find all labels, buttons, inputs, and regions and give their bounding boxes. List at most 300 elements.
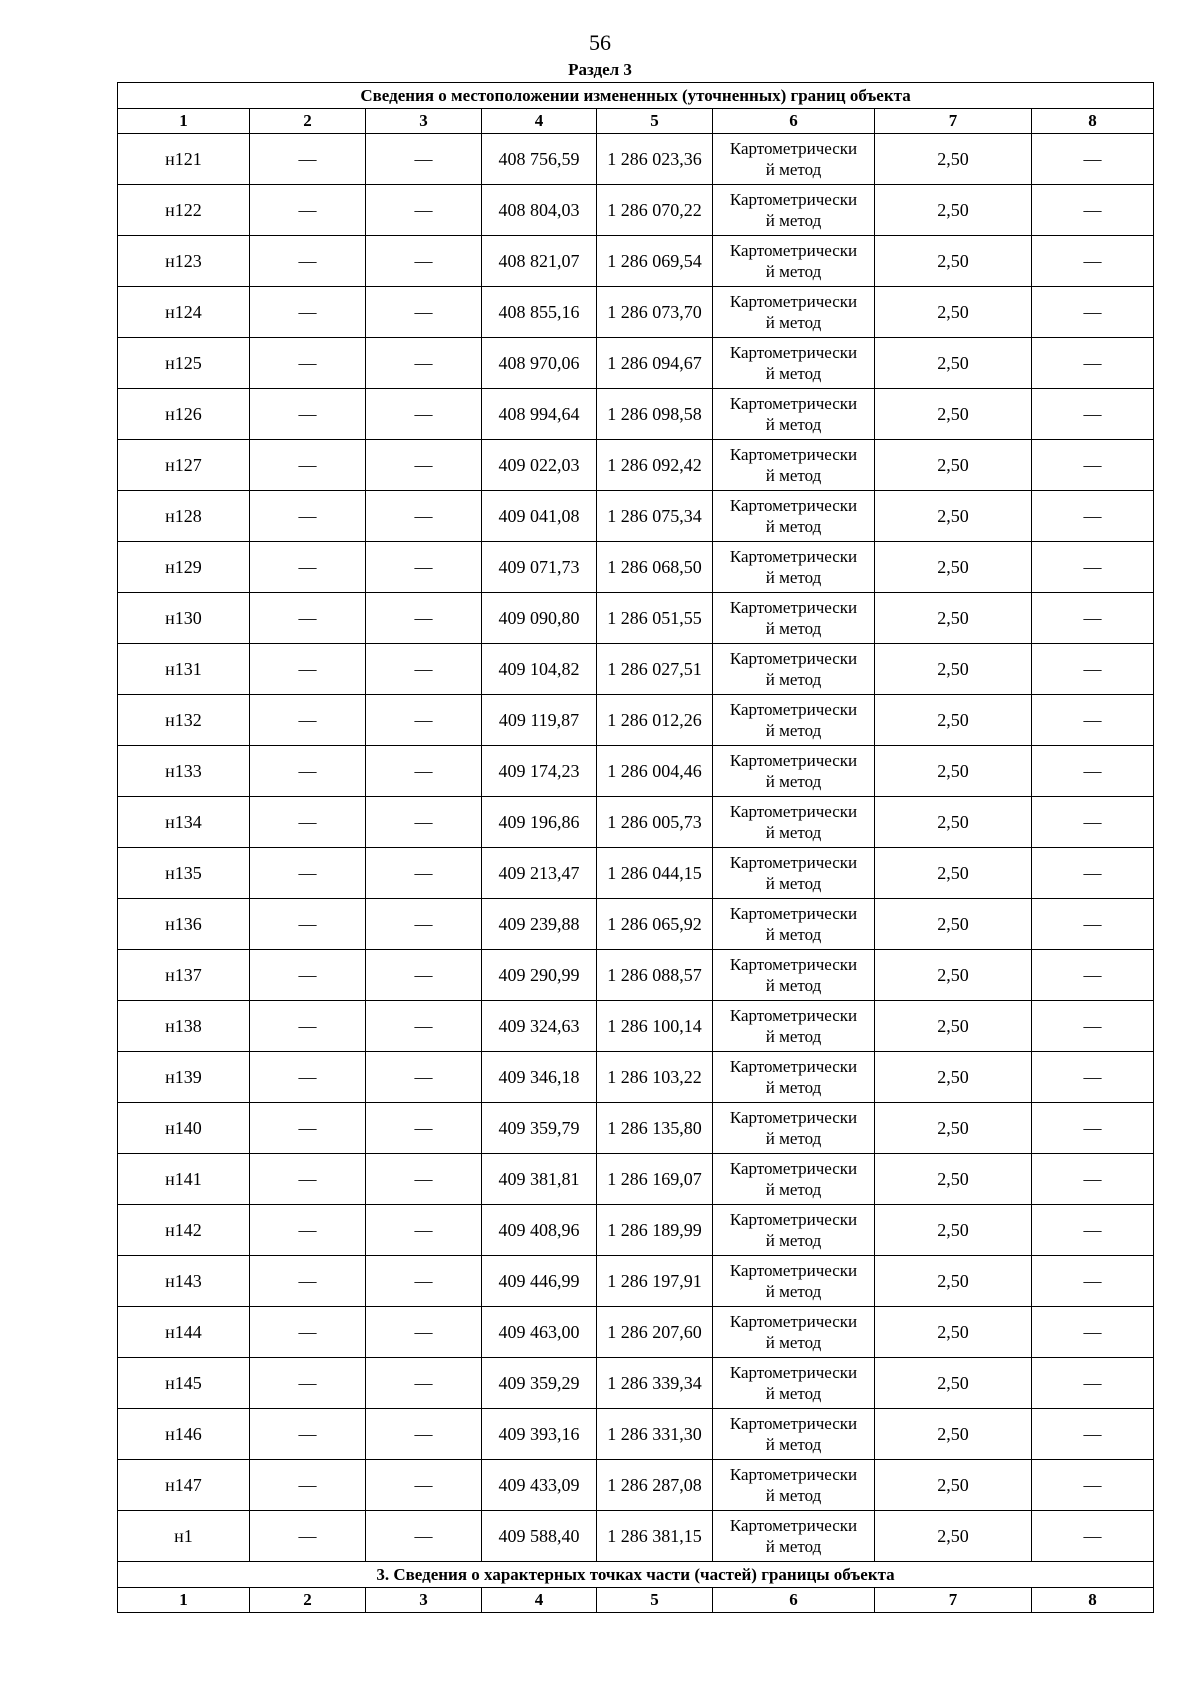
table-row xyxy=(118,950,1154,1001)
column-3-value: — xyxy=(366,389,482,440)
method-line-1: Картометрически xyxy=(729,394,858,413)
column-number: 7 xyxy=(875,109,1032,134)
column-number-row xyxy=(118,109,1154,134)
x-coordinate: 409 359,79 xyxy=(482,1103,597,1154)
point-number: н136 xyxy=(118,899,250,950)
column-8-value: — xyxy=(1032,440,1154,491)
table-row xyxy=(118,1205,1154,1256)
method-line-2: й метод xyxy=(765,772,822,791)
y-coordinate: 1 286 065,92 xyxy=(597,899,713,950)
table-row xyxy=(118,1052,1154,1103)
column-2-value: — xyxy=(250,389,366,440)
method-cell xyxy=(713,389,875,440)
column-3-value: — xyxy=(366,848,482,899)
method-cell xyxy=(713,1154,875,1205)
method-cell xyxy=(713,746,875,797)
method-line-2: й метод xyxy=(765,364,822,383)
column-3-value: — xyxy=(366,236,482,287)
accuracy-value: 2,50 xyxy=(875,593,1032,644)
method-line-1: Картометрически xyxy=(729,904,858,923)
accuracy-value: 2,50 xyxy=(875,695,1032,746)
method-cell xyxy=(713,1307,875,1358)
column-8-value: — xyxy=(1032,287,1154,338)
method-line-1: Картометрически xyxy=(729,598,858,617)
point-number: н121 xyxy=(118,134,250,185)
column-3-value: — xyxy=(366,1307,482,1358)
column-3-value: — xyxy=(366,1154,482,1205)
x-coordinate: 409 433,09 xyxy=(482,1460,597,1511)
method-line-1: Картометрически xyxy=(729,241,858,260)
table-row xyxy=(118,1154,1154,1205)
point-number: н129 xyxy=(118,542,250,593)
accuracy-value: 2,50 xyxy=(875,797,1032,848)
accuracy-value: 2,50 xyxy=(875,1511,1032,1562)
method-line-1: Картометрически xyxy=(729,190,858,209)
column-number: 3 xyxy=(366,109,482,134)
column-8-value: — xyxy=(1032,1409,1154,1460)
point-number: н145 xyxy=(118,1358,250,1409)
method-line-2: й метод xyxy=(765,415,822,434)
method-cell xyxy=(713,134,875,185)
x-coordinate: 409 090,80 xyxy=(482,593,597,644)
point-number: н123 xyxy=(118,236,250,287)
column-8-value: — xyxy=(1032,1256,1154,1307)
column-3-value: — xyxy=(366,1205,482,1256)
x-coordinate: 409 324,63 xyxy=(482,1001,597,1052)
column-8-value: — xyxy=(1032,1205,1154,1256)
x-coordinate: 409 196,86 xyxy=(482,797,597,848)
x-coordinate: 409 463,00 xyxy=(482,1307,597,1358)
y-coordinate: 1 286 381,15 xyxy=(597,1511,713,1562)
column-2-value: — xyxy=(250,797,366,848)
subsection-column-number-row xyxy=(118,1588,1154,1613)
column-8-value: — xyxy=(1032,1511,1154,1562)
column-2-value: — xyxy=(250,746,366,797)
column-8-value: — xyxy=(1032,134,1154,185)
method-line-2: й метод xyxy=(765,1384,822,1403)
column-2-value: — xyxy=(250,1511,366,1562)
accuracy-value: 2,50 xyxy=(875,1460,1032,1511)
method-cell xyxy=(713,899,875,950)
method-line-2: й метод xyxy=(765,1180,822,1199)
point-number: н124 xyxy=(118,287,250,338)
accuracy-value: 2,50 xyxy=(875,389,1032,440)
x-coordinate: 409 071,73 xyxy=(482,542,597,593)
column-8-value: — xyxy=(1032,644,1154,695)
x-coordinate: 409 446,99 xyxy=(482,1256,597,1307)
method-line-1: Картометрически xyxy=(729,445,858,464)
point-number: н128 xyxy=(118,491,250,542)
method-line-1: Картометрически xyxy=(729,1261,858,1280)
method-line-1: Картометрически xyxy=(729,802,858,821)
accuracy-value: 2,50 xyxy=(875,134,1032,185)
table-row xyxy=(118,1511,1154,1562)
column-number: 8 xyxy=(1032,109,1154,134)
method-cell xyxy=(713,338,875,389)
y-coordinate: 1 286 207,60 xyxy=(597,1307,713,1358)
point-number: н134 xyxy=(118,797,250,848)
y-coordinate: 1 286 169,07 xyxy=(597,1154,713,1205)
column-3-value: — xyxy=(366,185,482,236)
accuracy-value: 2,50 xyxy=(875,1052,1032,1103)
column-2-value: — xyxy=(250,950,366,1001)
y-coordinate: 1 286 073,70 xyxy=(597,287,713,338)
column-number: 2 xyxy=(250,1588,366,1613)
column-8-value: — xyxy=(1032,593,1154,644)
table-row xyxy=(118,491,1154,542)
column-2-value: — xyxy=(250,236,366,287)
column-3-value: — xyxy=(366,1409,482,1460)
table-row xyxy=(118,593,1154,644)
method-cell xyxy=(713,287,875,338)
method-line-2: й метод xyxy=(765,619,822,638)
column-2-value: — xyxy=(250,1103,366,1154)
method-cell xyxy=(713,185,875,236)
column-8-value: — xyxy=(1032,746,1154,797)
column-8-value: — xyxy=(1032,236,1154,287)
x-coordinate: 409 239,88 xyxy=(482,899,597,950)
method-line-2: й метод xyxy=(765,1282,822,1301)
table-row xyxy=(118,236,1154,287)
point-number: н147 xyxy=(118,1460,250,1511)
y-coordinate: 1 286 098,58 xyxy=(597,389,713,440)
method-line-1: Картометрически xyxy=(729,1414,858,1433)
accuracy-value: 2,50 xyxy=(875,1358,1032,1409)
method-cell xyxy=(713,1103,875,1154)
method-cell xyxy=(713,1511,875,1562)
column-number: 1 xyxy=(118,109,250,134)
column-3-value: — xyxy=(366,1256,482,1307)
accuracy-value: 2,50 xyxy=(875,185,1032,236)
x-coordinate: 408 756,59 xyxy=(482,134,597,185)
method-line-1: Картометрически xyxy=(729,700,858,719)
table-row xyxy=(118,338,1154,389)
y-coordinate: 1 286 287,08 xyxy=(597,1460,713,1511)
accuracy-value: 2,50 xyxy=(875,338,1032,389)
method-line-2: й метод xyxy=(765,1537,822,1556)
table-row xyxy=(118,1358,1154,1409)
method-line-2: й метод xyxy=(765,1129,822,1148)
x-coordinate: 409 381,81 xyxy=(482,1154,597,1205)
accuracy-value: 2,50 xyxy=(875,1409,1032,1460)
column-8-value: — xyxy=(1032,1358,1154,1409)
accuracy-value: 2,50 xyxy=(875,1256,1032,1307)
column-number: 4 xyxy=(482,109,597,134)
column-8-value: — xyxy=(1032,491,1154,542)
y-coordinate: 1 286 023,36 xyxy=(597,134,713,185)
table-row xyxy=(118,1001,1154,1052)
point-number: н131 xyxy=(118,644,250,695)
y-coordinate: 1 286 051,55 xyxy=(597,593,713,644)
table-title-row xyxy=(118,83,1154,109)
table-row xyxy=(118,1103,1154,1154)
x-coordinate: 409 588,40 xyxy=(482,1511,597,1562)
accuracy-value: 2,50 xyxy=(875,236,1032,287)
method-cell xyxy=(713,236,875,287)
page-number: 56 xyxy=(589,30,611,55)
column-number: 5 xyxy=(597,1588,713,1613)
method-line-1: Картометрически xyxy=(729,649,858,668)
column-3-value: — xyxy=(366,542,482,593)
method-line-2: й метод xyxy=(765,1231,822,1250)
point-number: н122 xyxy=(118,185,250,236)
table-row xyxy=(118,797,1154,848)
accuracy-value: 2,50 xyxy=(875,1307,1032,1358)
column-number: 6 xyxy=(713,1588,875,1613)
column-3-value: — xyxy=(366,644,482,695)
method-cell xyxy=(713,542,875,593)
method-line-2: й метод xyxy=(765,160,822,179)
accuracy-value: 2,50 xyxy=(875,848,1032,899)
x-coordinate: 409 104,82 xyxy=(482,644,597,695)
y-coordinate: 1 286 004,46 xyxy=(597,746,713,797)
table-row xyxy=(118,542,1154,593)
table-row xyxy=(118,644,1154,695)
point-number: н133 xyxy=(118,746,250,797)
coordinates-table xyxy=(117,82,1154,1613)
method-line-1: Картометрически xyxy=(729,292,858,311)
method-line-2: й метод xyxy=(765,925,822,944)
method-line-2: й метод xyxy=(765,466,822,485)
column-2-value: — xyxy=(250,1154,366,1205)
table-row xyxy=(118,287,1154,338)
x-coordinate: 408 855,16 xyxy=(482,287,597,338)
method-line-1: Картометрически xyxy=(729,1108,858,1127)
point-number: н146 xyxy=(118,1409,250,1460)
method-line-1: Картометрически xyxy=(729,1159,858,1178)
method-line-2: й метод xyxy=(765,670,822,689)
table-row xyxy=(118,440,1154,491)
column-2-value: — xyxy=(250,593,366,644)
method-line-2: й метод xyxy=(765,976,822,995)
method-line-2: й метод xyxy=(765,262,822,281)
y-coordinate: 1 286 044,15 xyxy=(597,848,713,899)
method-cell xyxy=(713,1460,875,1511)
subsection-title: 3. Сведения о характерных точках части (частей) границы объекта xyxy=(118,1562,1154,1588)
accuracy-value: 2,50 xyxy=(875,1001,1032,1052)
y-coordinate: 1 286 075,34 xyxy=(597,491,713,542)
column-2-value: — xyxy=(250,695,366,746)
table-row xyxy=(118,1256,1154,1307)
accuracy-value: 2,50 xyxy=(875,899,1032,950)
column-3-value: — xyxy=(366,1358,482,1409)
method-cell xyxy=(713,848,875,899)
column-8-value: — xyxy=(1032,695,1154,746)
x-coordinate: 409 213,47 xyxy=(482,848,597,899)
y-coordinate: 1 286 339,34 xyxy=(597,1358,713,1409)
point-number: н1 xyxy=(118,1511,250,1562)
x-coordinate: 409 408,96 xyxy=(482,1205,597,1256)
column-number: 2 xyxy=(250,109,366,134)
x-coordinate: 409 359,29 xyxy=(482,1358,597,1409)
y-coordinate: 1 286 094,67 xyxy=(597,338,713,389)
x-coordinate: 409 290,99 xyxy=(482,950,597,1001)
column-8-value: — xyxy=(1032,338,1154,389)
method-line-1: Картометрически xyxy=(729,1057,858,1076)
method-cell xyxy=(713,491,875,542)
column-2-value: — xyxy=(250,1256,366,1307)
method-line-2: й метод xyxy=(765,1486,822,1505)
x-coordinate: 409 174,23 xyxy=(482,746,597,797)
accuracy-value: 2,50 xyxy=(875,440,1032,491)
column-8-value: — xyxy=(1032,1154,1154,1205)
method-cell xyxy=(713,644,875,695)
point-number: н127 xyxy=(118,440,250,491)
method-line-1: Картометрически xyxy=(729,853,858,872)
method-line-1: Картометрически xyxy=(729,496,858,515)
method-cell xyxy=(713,1001,875,1052)
method-cell xyxy=(713,1358,875,1409)
column-8-value: — xyxy=(1032,1307,1154,1358)
method-line-1: Картометрически xyxy=(729,955,858,974)
table-row xyxy=(118,1460,1154,1511)
table-row xyxy=(118,1307,1154,1358)
column-3-value: — xyxy=(366,440,482,491)
column-3-value: — xyxy=(366,1052,482,1103)
y-coordinate: 1 286 135,80 xyxy=(597,1103,713,1154)
y-coordinate: 1 286 088,57 xyxy=(597,950,713,1001)
point-number: н138 xyxy=(118,1001,250,1052)
method-line-1: Картометрически xyxy=(729,751,858,770)
accuracy-value: 2,50 xyxy=(875,746,1032,797)
method-cell xyxy=(713,950,875,1001)
method-line-2: й метод xyxy=(765,1078,822,1097)
column-number: 5 xyxy=(597,109,713,134)
method-line-1: Картометрически xyxy=(729,1465,858,1484)
column-3-value: — xyxy=(366,1511,482,1562)
column-3-value: — xyxy=(366,338,482,389)
accuracy-value: 2,50 xyxy=(875,1103,1032,1154)
point-number: н140 xyxy=(118,1103,250,1154)
method-cell xyxy=(713,593,875,644)
table-row xyxy=(118,389,1154,440)
column-3-value: — xyxy=(366,1460,482,1511)
x-coordinate: 409 119,87 xyxy=(482,695,597,746)
column-8-value: — xyxy=(1032,1052,1154,1103)
column-number: 8 xyxy=(1032,1588,1154,1613)
column-8-value: — xyxy=(1032,848,1154,899)
point-number: н135 xyxy=(118,848,250,899)
y-coordinate: 1 286 103,22 xyxy=(597,1052,713,1103)
method-cell xyxy=(713,440,875,491)
column-2-value: — xyxy=(250,1358,366,1409)
table-row xyxy=(118,1409,1154,1460)
column-8-value: — xyxy=(1032,542,1154,593)
x-coordinate: 408 994,64 xyxy=(482,389,597,440)
method-line-2: й метод xyxy=(765,1435,822,1454)
column-2-value: — xyxy=(250,287,366,338)
table-row xyxy=(118,695,1154,746)
column-2-value: — xyxy=(250,1001,366,1052)
column-number: 3 xyxy=(366,1588,482,1613)
table-row xyxy=(118,899,1154,950)
method-line-2: й метод xyxy=(765,874,822,893)
method-line-2: й метод xyxy=(765,1027,822,1046)
column-8-value: — xyxy=(1032,1460,1154,1511)
point-number: н137 xyxy=(118,950,250,1001)
column-2-value: — xyxy=(250,491,366,542)
column-8-value: — xyxy=(1032,1001,1154,1052)
y-coordinate: 1 286 197,91 xyxy=(597,1256,713,1307)
column-2-value: — xyxy=(250,899,366,950)
y-coordinate: 1 286 331,30 xyxy=(597,1409,713,1460)
table-row xyxy=(118,185,1154,236)
point-number: н126 xyxy=(118,389,250,440)
method-cell xyxy=(713,695,875,746)
column-3-value: — xyxy=(366,746,482,797)
method-line-1: Картометрически xyxy=(729,1006,858,1025)
accuracy-value: 2,50 xyxy=(875,287,1032,338)
column-2-value: — xyxy=(250,185,366,236)
method-line-2: й метод xyxy=(765,568,822,587)
column-3-value: — xyxy=(366,797,482,848)
y-coordinate: 1 286 068,50 xyxy=(597,542,713,593)
x-coordinate: 409 022,03 xyxy=(482,440,597,491)
method-line-1: Картометрически xyxy=(729,139,858,158)
column-3-value: — xyxy=(366,695,482,746)
method-cell xyxy=(713,1256,875,1307)
point-number: н142 xyxy=(118,1205,250,1256)
column-8-value: — xyxy=(1032,185,1154,236)
column-number: 6 xyxy=(713,109,875,134)
column-2-value: — xyxy=(250,134,366,185)
y-coordinate: 1 286 069,54 xyxy=(597,236,713,287)
column-3-value: — xyxy=(366,1103,482,1154)
column-2-value: — xyxy=(250,1205,366,1256)
accuracy-value: 2,50 xyxy=(875,950,1032,1001)
method-line-1: Картометрически xyxy=(729,1312,858,1331)
column-3-value: — xyxy=(366,899,482,950)
column-2-value: — xyxy=(250,1409,366,1460)
column-8-value: — xyxy=(1032,899,1154,950)
table-title: Сведения о местоположении измененных (уточненных) границ объекта xyxy=(118,83,1154,109)
x-coordinate: 408 970,06 xyxy=(482,338,597,389)
method-line-2: й метод xyxy=(765,721,822,740)
y-coordinate: 1 286 027,51 xyxy=(597,644,713,695)
accuracy-value: 2,50 xyxy=(875,542,1032,593)
x-coordinate: 409 346,18 xyxy=(482,1052,597,1103)
y-coordinate: 1 286 012,26 xyxy=(597,695,713,746)
x-coordinate: 408 821,07 xyxy=(482,236,597,287)
method-line-2: й метод xyxy=(765,211,822,230)
method-line-1: Картометрически xyxy=(729,547,858,566)
column-2-value: — xyxy=(250,1052,366,1103)
column-3-value: — xyxy=(366,287,482,338)
column-2-value: — xyxy=(250,848,366,899)
column-8-value: — xyxy=(1032,950,1154,1001)
accuracy-value: 2,50 xyxy=(875,1205,1032,1256)
accuracy-value: 2,50 xyxy=(875,491,1032,542)
y-coordinate: 1 286 070,22 xyxy=(597,185,713,236)
method-cell xyxy=(713,797,875,848)
method-line-1: Картометрически xyxy=(729,1210,858,1229)
column-3-value: — xyxy=(366,1001,482,1052)
method-line-1: Картометрически xyxy=(729,1516,858,1535)
method-line-2: й метод xyxy=(765,823,822,842)
y-coordinate: 1 286 189,99 xyxy=(597,1205,713,1256)
method-line-2: й метод xyxy=(765,517,822,536)
y-coordinate: 1 286 092,42 xyxy=(597,440,713,491)
method-line-1: Картометрически xyxy=(729,1363,858,1382)
table-row xyxy=(118,746,1154,797)
column-number: 7 xyxy=(875,1588,1032,1613)
column-8-value: — xyxy=(1032,389,1154,440)
point-number: н130 xyxy=(118,593,250,644)
point-number: н139 xyxy=(118,1052,250,1103)
method-line-2: й метод xyxy=(765,313,822,332)
column-2-value: — xyxy=(250,338,366,389)
method-cell xyxy=(713,1409,875,1460)
